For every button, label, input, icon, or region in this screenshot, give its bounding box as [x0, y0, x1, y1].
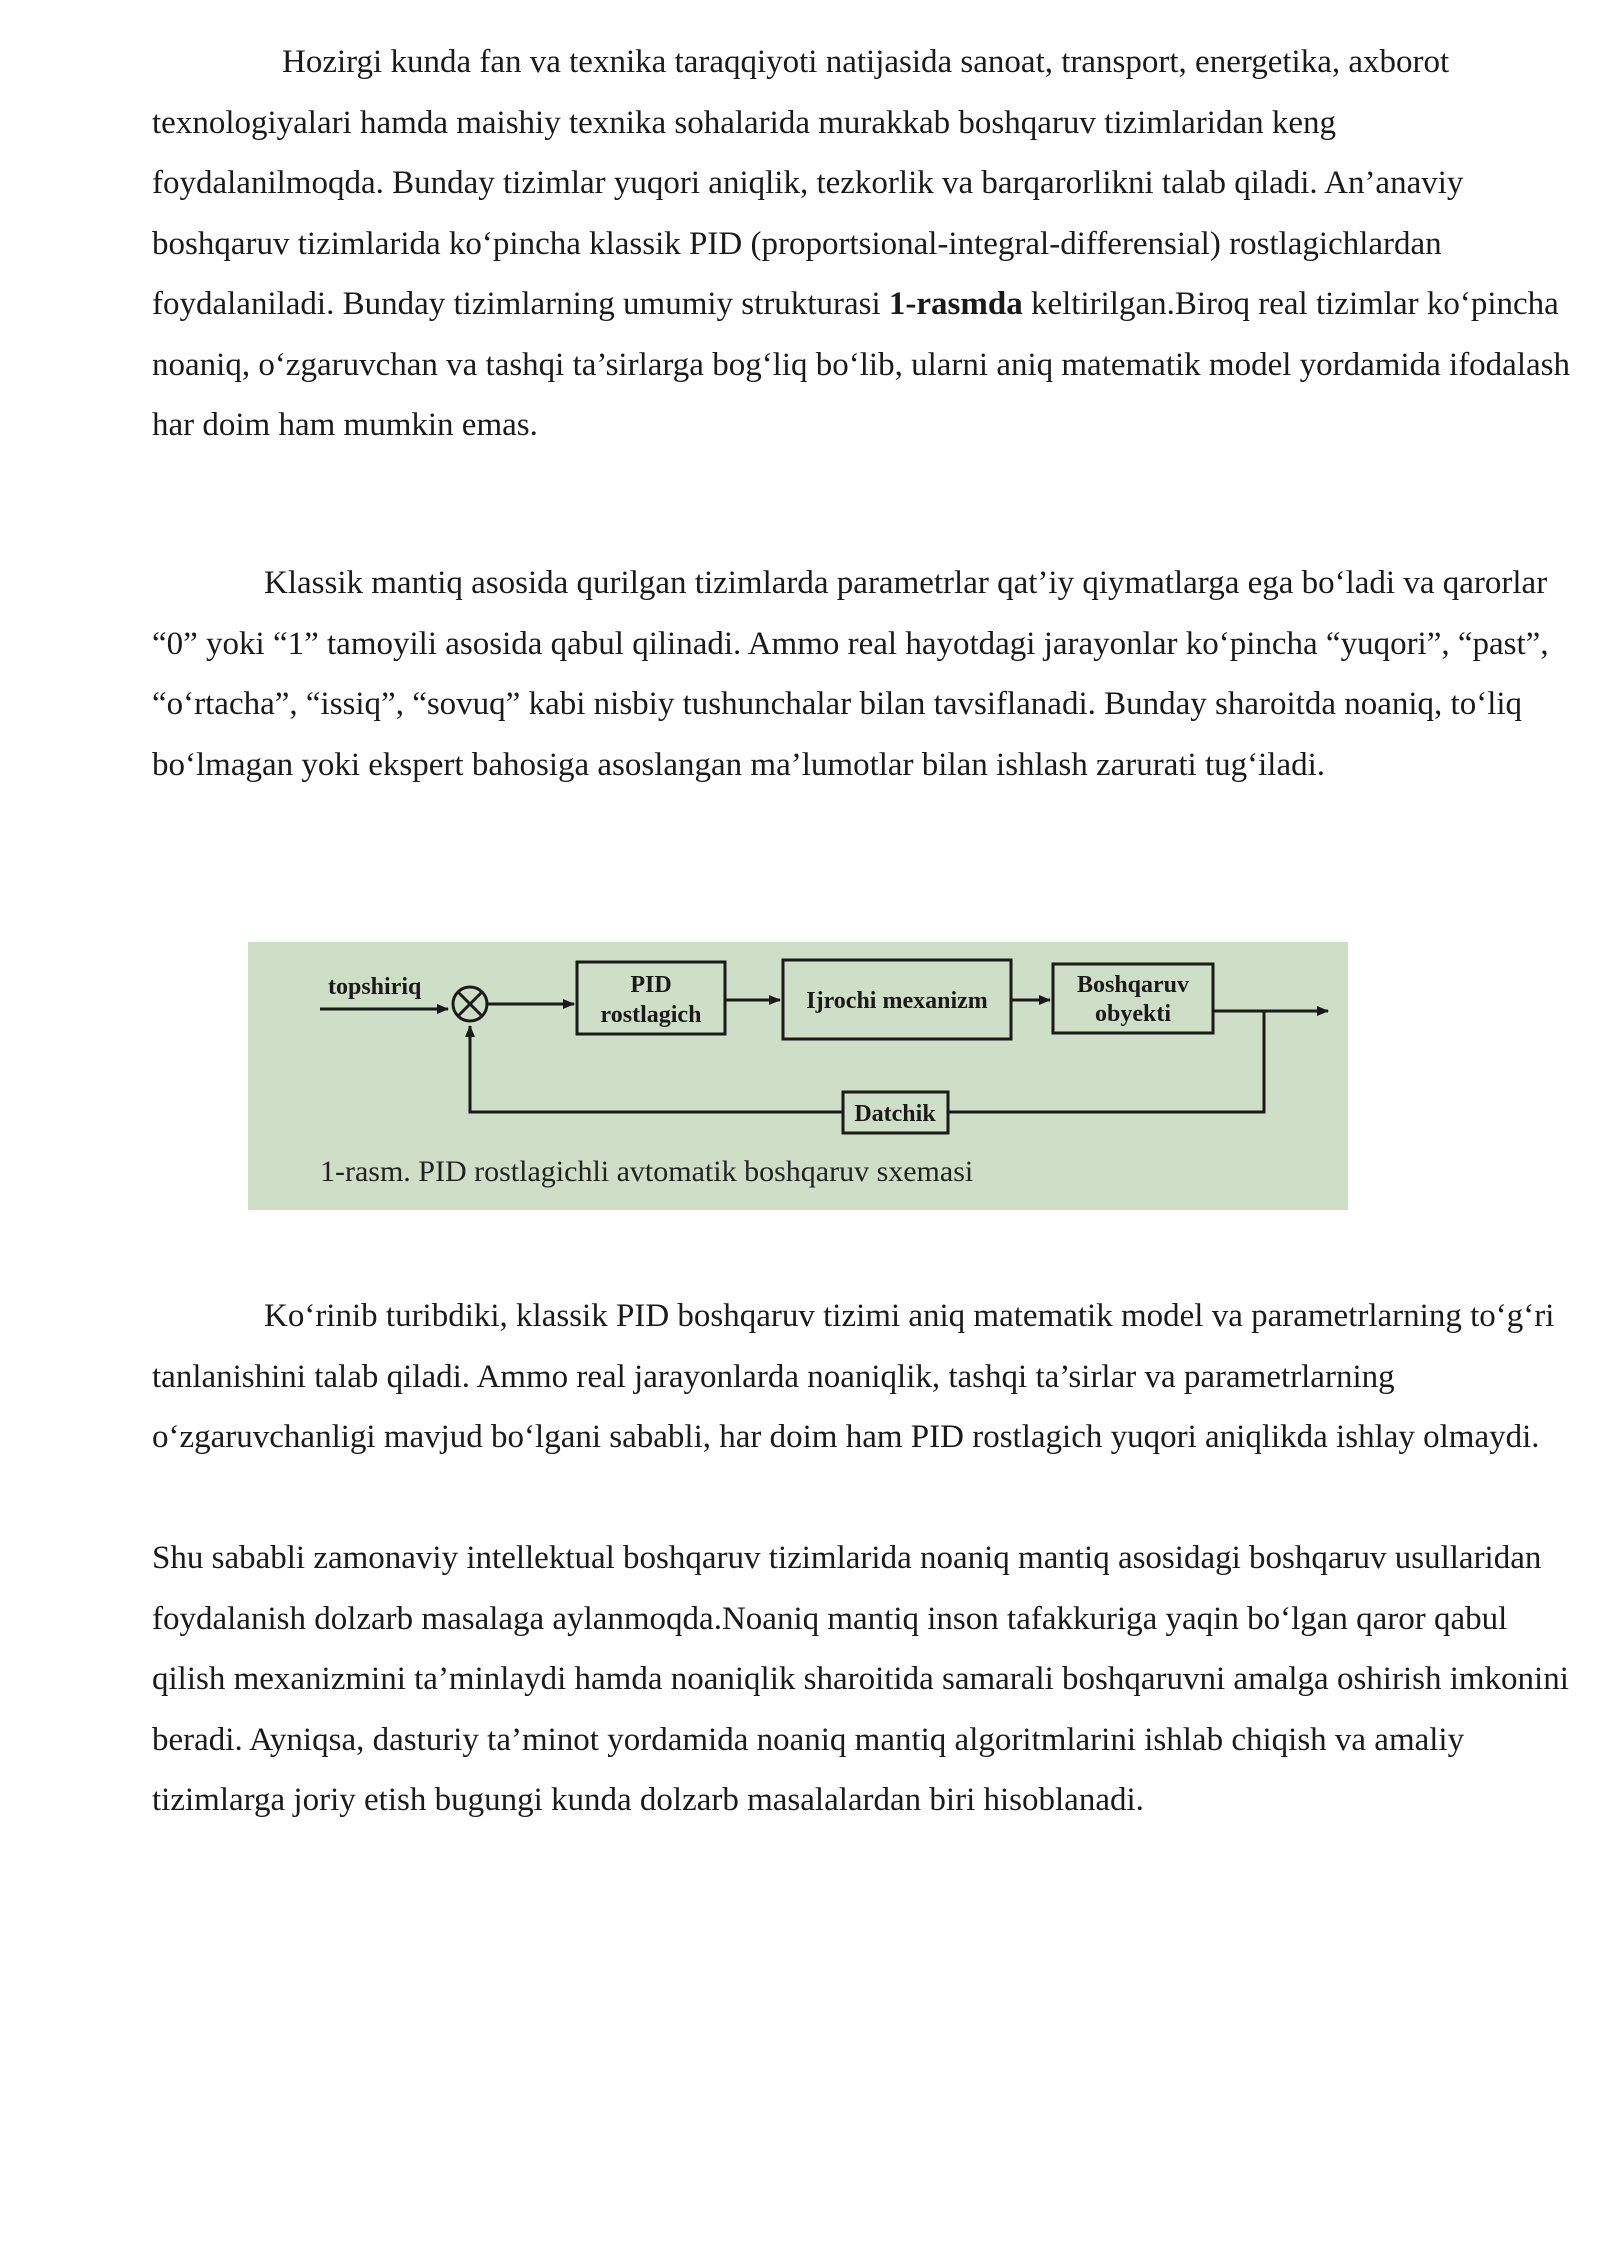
plant-label-line2: obyekti [1094, 1001, 1172, 1027]
paragraph-intro-text-b: keltirilgan.Biroq real tizimlar ko‘pincha noaniq, o‘zgaruvchan va tashqi ta’sirlarga bog‘liq bo‘lib, ularni aniq matematik model yordamida ifodalash har doim ham mumkin emas. [152, 286, 1570, 443]
paragraph-fuzzy-logic: Shu sababli zamonaviy intellektual boshqaruv tizimlarida noaniq mantiq asosidagi boshqaruv usullaridan foydalanish dolzarb masalaga aylanmoqda.Noaniq mantiq inson tafakkuriga yaqin bo‘lgan qaror qabul qilish mexanizmini ta’minlaydi hamda noaniqlik sharoitida samarali boshqaruvni amalga oshirish imkonini beradi. Ayniqsa, dasturiy ta’minot yordamida noaniq mantiq algoritmlarini ishlab chiqish va amaliy tizimlarga joriy etish bugungi kunda dolzarb masalalardan biri hisoblanadi. [152, 1540, 1569, 1818]
pid-label-line1: PID [630, 972, 672, 998]
paragraph-intro-text-a: Hozirgi kunda fan va texnika taraqqiyoti natijasida sanoat, transport, energetika, axborot texnologiyalari hamda maishiy texnika sohalarida murakkab boshqaruv tizimlaridan keng foydalanilmoqda. Bunday tizimlar yuqori aniqlik, tezkorlik va barqarorlikni talab qiladi. An’anaviy boshqaruv tizimlarida ko‘pincha klassik PID (proportsional-integral-differensial) rostlagichlardan foydalaniladi. Bunday tizimlarning umumiy strukturasi [152, 44, 1464, 322]
figure-reference: 1-rasmda [888, 286, 1023, 322]
pid-label-line2: rostlagich [600, 1002, 702, 1028]
actuator-label: Ijrochi mexanizm [806, 988, 988, 1014]
paragraph-classic-logic: Klassik mantiq asosida qurilgan tizimlarda parametrlar qat’iy qiymatlarga ega bo‘ladi va qarorlar “0” yoki “1” tamoyili asosida qabul qilinadi. Ammo real hayotdagi jarayonlar ko‘pincha “yuqori”, “past”, “o‘rtacha”, “issiq”, “sovuq” kabi nisbiy tushunchalar bilan tavsiflanadi. Bunday sharoitda noaniq, to‘liq bo‘lmagan yoki ekspert bahosiga asoslangan ma’lumotlar bilan ishlash zarurati tug‘iladi. [152, 565, 1549, 783]
paragraph-pid-limitations: Ko‘rinib turibdiki, klassik PID boshqaruv tizimi aniq matematik model va parametrlarning to‘g‘ri tanlanishini talab qiladi. Ammo real jarayonlarda noaniqlik, tashqi ta’sirlar va parametrlarning o‘zgaruvchanligi mavjud bo‘lgani sababli, har doim ham PID rostlagich yuqori aniqlikda ishlay olmaydi. [152, 1298, 1555, 1455]
input-label: topshiriq [328, 974, 422, 1000]
pid-block-diagram [248, 942, 1348, 1210]
figure-caption: 1-rasm. PID rostlagichli avtomatik boshqaruv sxemasi [320, 1155, 974, 1188]
paragraph-intro [152, 32, 1572, 456]
sensor-label: Datchik [854, 1101, 936, 1127]
plant-label-line1: Boshqaruv [1076, 972, 1190, 998]
